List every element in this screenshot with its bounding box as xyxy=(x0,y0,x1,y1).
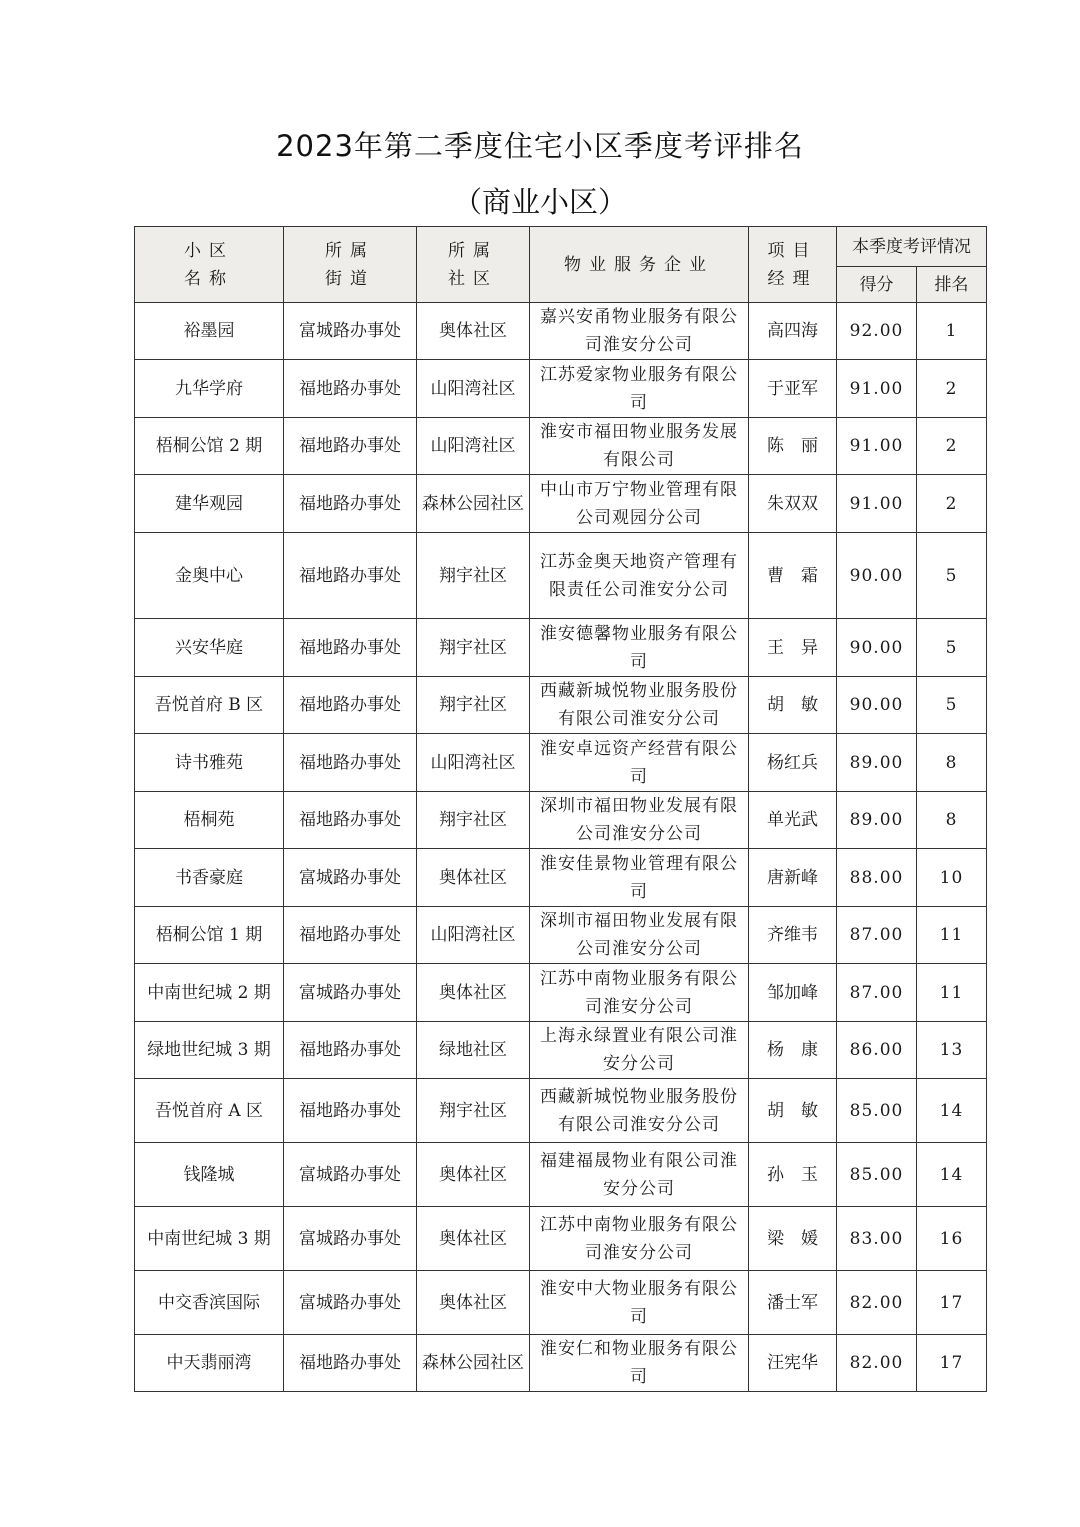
cell-rank: 2 xyxy=(917,360,987,418)
cell-street: 福地路办事处 xyxy=(284,360,417,418)
table-row xyxy=(135,1079,987,1143)
cell-name: 裕墨园 xyxy=(135,303,284,360)
cell-rank: 17 xyxy=(917,1335,987,1392)
cell-score: 90.00 xyxy=(837,533,917,619)
cell-community: 翔宇社区 xyxy=(417,792,530,849)
cell-community: 绿地社区 xyxy=(417,1022,530,1079)
cell-company: 深圳市福田物业发展有限公司淮安分公司 xyxy=(530,792,749,849)
cell-community: 翔宇社区 xyxy=(417,1079,530,1143)
table-row xyxy=(135,849,987,907)
cell-name: 诗书雅苑 xyxy=(135,734,284,792)
cell-company: 福建福晟物业有限公司淮安分公司 xyxy=(530,1143,749,1207)
cell-score: 82.00 xyxy=(837,1335,917,1392)
cell-score: 89.00 xyxy=(837,792,917,849)
cell-score: 83.00 xyxy=(837,1207,917,1271)
cell-score: 90.00 xyxy=(837,677,917,734)
cell-community: 奥体社区 xyxy=(417,1143,530,1207)
cell-community: 奥体社区 xyxy=(417,964,530,1022)
cell-score: 88.00 xyxy=(837,849,917,907)
cell-score: 92.00 xyxy=(837,303,917,360)
cell-score: 91.00 xyxy=(837,360,917,418)
cell-name: 梧桐公馆 1 期 xyxy=(135,907,284,964)
cell-company: 淮安佳景物业管理有限公司 xyxy=(530,849,749,907)
cell-rank: 8 xyxy=(917,792,987,849)
cell-street: 福地路办事处 xyxy=(284,418,417,475)
header-community: 所属 社区 xyxy=(417,227,530,303)
cell-company: 江苏爱家物业服务有限公司 xyxy=(530,360,749,418)
cell-name: 书香豪庭 xyxy=(135,849,284,907)
header-company: 物业服务企业 xyxy=(530,227,749,303)
cell-name: 钱隆城 xyxy=(135,1143,284,1207)
cell-manager: 于亚军 xyxy=(749,360,837,418)
cell-community: 森林公园社区 xyxy=(417,1335,530,1392)
cell-score: 87.00 xyxy=(837,964,917,1022)
cell-company: 淮安市福田物业服务发展有限公司 xyxy=(530,418,749,475)
table-row xyxy=(135,1271,987,1335)
cell-manager: 杨 康 xyxy=(749,1022,837,1079)
cell-company: 西藏新城悦物业服务股份有限公司淮安分公司 xyxy=(530,1079,749,1143)
cell-manager: 邹加峰 xyxy=(749,964,837,1022)
cell-street: 富城路办事处 xyxy=(284,303,417,360)
cell-community: 翔宇社区 xyxy=(417,533,530,619)
header-score: 得分 xyxy=(837,267,917,303)
table-row xyxy=(135,533,987,619)
cell-score: 87.00 xyxy=(837,907,917,964)
table-row xyxy=(135,792,987,849)
cell-name: 梧桐公馆 2 期 xyxy=(135,418,284,475)
cell-street: 富城路办事处 xyxy=(284,1143,417,1207)
cell-community: 森林公园社区 xyxy=(417,475,530,533)
header-street: 所属 街道 xyxy=(284,227,417,303)
cell-score: 85.00 xyxy=(837,1079,917,1143)
cell-street: 福地路办事处 xyxy=(284,475,417,533)
cell-name: 建华观园 xyxy=(135,475,284,533)
cell-manager: 胡 敏 xyxy=(749,1079,837,1143)
cell-street: 富城路办事处 xyxy=(284,964,417,1022)
cell-score: 85.00 xyxy=(837,1143,917,1207)
cell-manager: 单光武 xyxy=(749,792,837,849)
cell-score: 82.00 xyxy=(837,1271,917,1335)
cell-community: 山阳湾社区 xyxy=(417,907,530,964)
cell-name: 吾悦首府 A 区 xyxy=(135,1079,284,1143)
cell-street: 富城路办事处 xyxy=(284,1207,417,1271)
cell-manager: 孙 玉 xyxy=(749,1143,837,1207)
cell-name: 中南世纪城 3 期 xyxy=(135,1207,284,1271)
cell-company: 淮安德馨物业服务有限公司 xyxy=(530,619,749,677)
table-row xyxy=(135,1143,987,1207)
cell-manager: 高四海 xyxy=(749,303,837,360)
cell-manager: 梁 媛 xyxy=(749,1207,837,1271)
cell-street: 富城路办事处 xyxy=(284,1271,417,1335)
cell-name: 兴安华庭 xyxy=(135,619,284,677)
header-rank: 排名 xyxy=(917,267,987,303)
cell-manager: 潘士军 xyxy=(749,1271,837,1335)
cell-company: 嘉兴安甬物业服务有限公司淮安分公司 xyxy=(530,303,749,360)
table-row xyxy=(135,303,987,360)
cell-street: 福地路办事处 xyxy=(284,1335,417,1392)
cell-street: 福地路办事处 xyxy=(284,1022,417,1079)
cell-street: 富城路办事处 xyxy=(284,849,417,907)
cell-name: 中交香滨国际 xyxy=(135,1271,284,1335)
cell-company: 江苏中南物业服务有限公司淮安分公司 xyxy=(530,1207,749,1271)
cell-rank: 1 xyxy=(917,303,987,360)
cell-manager: 齐维韦 xyxy=(749,907,837,964)
cell-company: 深圳市福田物业发展有限公司淮安分公司 xyxy=(530,907,749,964)
cell-company: 上海永绿置业有限公司淮安分公司 xyxy=(530,1022,749,1079)
ranking-table xyxy=(134,226,987,1392)
cell-community: 翔宇社区 xyxy=(417,619,530,677)
table-row xyxy=(135,964,987,1022)
cell-community: 翔宇社区 xyxy=(417,677,530,734)
cell-manager: 王 异 xyxy=(749,619,837,677)
table-row xyxy=(135,907,987,964)
cell-community: 奥体社区 xyxy=(417,1207,530,1271)
cell-rank: 14 xyxy=(917,1143,987,1207)
table-row xyxy=(135,1335,987,1392)
table-row xyxy=(135,734,987,792)
cell-score: 89.00 xyxy=(837,734,917,792)
cell-manager: 胡 敏 xyxy=(749,677,837,734)
cell-name: 九华学府 xyxy=(135,360,284,418)
table-row xyxy=(135,619,987,677)
table-row xyxy=(135,677,987,734)
cell-name: 金奥中心 xyxy=(135,533,284,619)
cell-manager: 陈 丽 xyxy=(749,418,837,475)
cell-company: 江苏金奥天地资产管理有限责任公司淮安分公司 xyxy=(530,533,749,619)
table-body xyxy=(135,303,987,1392)
cell-name: 吾悦首府 B 区 xyxy=(135,677,284,734)
cell-rank: 13 xyxy=(917,1022,987,1079)
cell-community: 山阳湾社区 xyxy=(417,734,530,792)
cell-street: 福地路办事处 xyxy=(284,907,417,964)
header-manager: 项目 经理 xyxy=(749,227,837,303)
cell-company: 西藏新城悦物业服务股份有限公司淮安分公司 xyxy=(530,677,749,734)
cell-rank: 2 xyxy=(917,475,987,533)
cell-company: 中山市万宁物业管理有限公司观园分公司 xyxy=(530,475,749,533)
document-subtitle: （商业小区） xyxy=(452,185,627,219)
table-row xyxy=(135,1207,987,1271)
table-row xyxy=(135,418,987,475)
document-title: 2023年第二季度住宅小区季度考评排名 xyxy=(276,129,804,163)
cell-street: 福地路办事处 xyxy=(284,533,417,619)
cell-community: 山阳湾社区 xyxy=(417,360,530,418)
cell-company: 淮安中大物业服务有限公司 xyxy=(530,1271,749,1335)
cell-rank: 2 xyxy=(917,418,987,475)
cell-rank: 16 xyxy=(917,1207,987,1271)
cell-rank: 5 xyxy=(917,533,987,619)
cell-community: 奥体社区 xyxy=(417,849,530,907)
cell-company: 江苏中南物业服务有限公司淮安分公司 xyxy=(530,964,749,1022)
cell-rank: 11 xyxy=(917,907,987,964)
cell-name: 梧桐苑 xyxy=(135,792,284,849)
cell-manager: 朱双双 xyxy=(749,475,837,533)
cell-manager: 杨红兵 xyxy=(749,734,837,792)
cell-company: 淮安卓远资产经营有限公司 xyxy=(530,734,749,792)
cell-score: 86.00 xyxy=(837,1022,917,1079)
cell-community: 奥体社区 xyxy=(417,1271,530,1335)
cell-community: 山阳湾社区 xyxy=(417,418,530,475)
cell-rank: 14 xyxy=(917,1079,987,1143)
cell-score: 90.00 xyxy=(837,619,917,677)
cell-name: 中天翡丽湾 xyxy=(135,1335,284,1392)
table-row xyxy=(135,1022,987,1079)
table-row xyxy=(135,360,987,418)
cell-name: 中南世纪城 2 期 xyxy=(135,964,284,1022)
cell-company: 淮安仁和物业服务有限公司 xyxy=(530,1335,749,1392)
header-name: 小区 名称 xyxy=(135,227,284,303)
cell-rank: 8 xyxy=(917,734,987,792)
cell-street: 福地路办事处 xyxy=(284,1079,417,1143)
cell-rank: 5 xyxy=(917,619,987,677)
table-header xyxy=(135,227,987,303)
cell-street: 福地路办事处 xyxy=(284,792,417,849)
cell-score: 91.00 xyxy=(837,475,917,533)
cell-manager: 唐新峰 xyxy=(749,849,837,907)
cell-manager: 曹 霜 xyxy=(749,533,837,619)
cell-rank: 11 xyxy=(917,964,987,1022)
cell-street: 福地路办事处 xyxy=(284,619,417,677)
cell-rank: 10 xyxy=(917,849,987,907)
cell-manager: 汪宪华 xyxy=(749,1335,837,1392)
cell-rank: 5 xyxy=(917,677,987,734)
header-evaluation: 本季度考评情况 xyxy=(837,227,987,267)
cell-score: 91.00 xyxy=(837,418,917,475)
cell-community: 奥体社区 xyxy=(417,303,530,360)
cell-street: 福地路办事处 xyxy=(284,677,417,734)
table-row xyxy=(135,475,987,533)
cell-rank: 17 xyxy=(917,1271,987,1335)
cell-street: 福地路办事处 xyxy=(284,734,417,792)
cell-name: 绿地世纪城 3 期 xyxy=(135,1022,284,1079)
